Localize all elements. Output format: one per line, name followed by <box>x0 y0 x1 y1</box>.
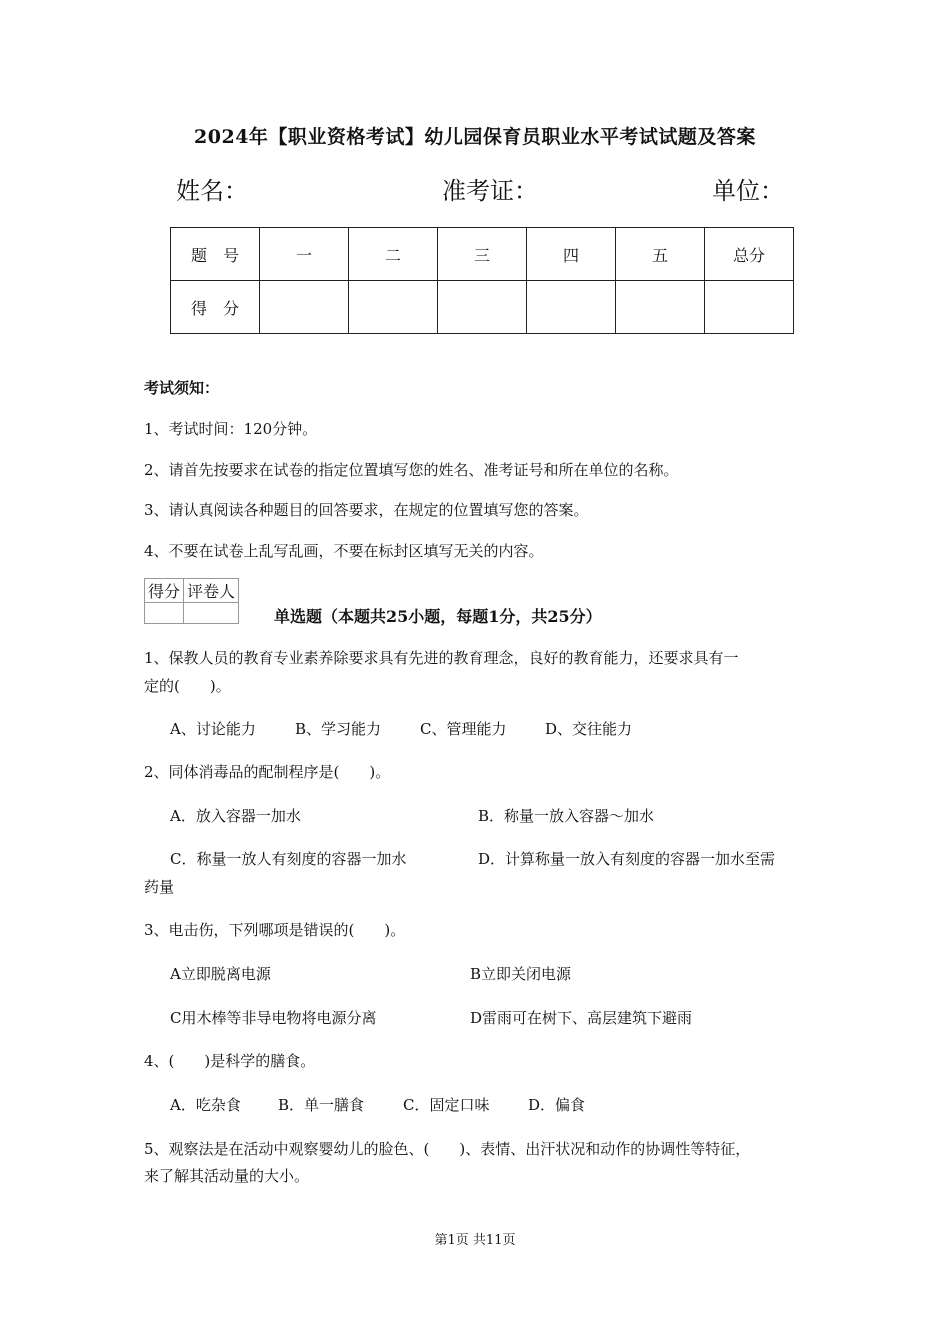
question-2-option-b: B．称量一放入容器～加水 <box>478 807 655 825</box>
question-1-option-b: B、学习能力 <box>295 720 382 738</box>
score-header-cell: 一 <box>260 228 349 281</box>
score-header-cell: 五 <box>616 228 705 281</box>
question-3-text: 3、电击伤，下列哪项是错误的( )。 <box>144 921 406 939</box>
grader-box <box>144 578 239 624</box>
question-1-option-c: C、管理能力 <box>420 720 507 738</box>
question-3-option-c: C用木棒等非导电物将电源分离 <box>170 1009 377 1027</box>
grader-reviewer-cell <box>184 603 239 624</box>
ticket-label: 准考证： <box>442 177 538 205</box>
score-cell <box>616 281 705 334</box>
notice-item: 4、不要在试卷上乱写乱画，不要在标封区填写无关的内容。 <box>144 542 544 560</box>
score-cell <box>349 281 438 334</box>
score-cell <box>260 281 349 334</box>
question-2-option-d: D．计算称量一放入有刻度的容器一加水至需 <box>478 850 776 868</box>
notice-item: 3、请认真阅读各种题目的回答要求，在规定的位置填写您的答案。 <box>144 501 589 519</box>
question-4-option-b: B．单一膳食 <box>278 1096 365 1114</box>
notice-item: 1、考试时间：120分钟。 <box>144 420 318 438</box>
page-footer: 第1页 共11页 <box>434 1233 516 1248</box>
score-header-cell: 二 <box>349 228 438 281</box>
score-header-cell: 四 <box>527 228 616 281</box>
score-row-label: 得 分 <box>171 281 260 334</box>
notice-item: 2、请首先按要求在试卷的指定位置填写您的姓名、准考证号和所在单位的名称。 <box>144 461 679 479</box>
question-5-text: 5、观察法是在活动中观察婴幼儿的脸色、( )、表情、出汗状况和动作的协调性等特征， <box>144 1140 751 1158</box>
name-label: 姓名： <box>176 177 248 205</box>
notice-heading: 考试须知： <box>144 379 220 397</box>
question-2-option-d-cont: 药量 <box>144 878 175 896</box>
document-title: 2024年【职业资格考试】幼儿园保育员职业水平考试试题及答案 <box>194 126 756 148</box>
section-title: 单选题（本题共25小题，每题1分，共25分） <box>274 607 602 626</box>
question-2-option-a: A．放入容器一加水 <box>170 807 301 825</box>
question-2-text: 2、同体消毒品的配制程序是( )。 <box>144 763 391 781</box>
question-4-option-c: C．固定口味 <box>403 1096 490 1114</box>
question-1-text-cont: 定的( )。 <box>144 677 231 695</box>
question-3-option-d: D雷雨可在树下、高层建筑下避雨 <box>470 1009 693 1027</box>
score-table-score-row <box>171 281 794 334</box>
score-header-cell: 题 号 <box>171 228 260 281</box>
score-cell <box>438 281 527 334</box>
score-table-header-row <box>171 228 794 281</box>
grader-score-label: 得分 <box>145 579 184 603</box>
question-4-text: 4、( )是科学的膳食。 <box>144 1052 316 1070</box>
question-4-option-a: A．吃杂食 <box>170 1096 241 1114</box>
score-table <box>170 227 794 334</box>
question-1-text: 1、保教人员的教育专业素养除要求具有先进的教育理念，良好的教育能力，还要求具有一 <box>144 649 739 667</box>
grader-reviewer-label: 评卷人 <box>184 579 239 603</box>
question-1-option-d: D、交往能力 <box>545 720 633 738</box>
question-2-option-c: C．称量一放人有刻度的容器一加水 <box>170 850 407 868</box>
score-cell <box>705 281 794 334</box>
grader-score-cell <box>145 603 184 624</box>
score-header-cell: 三 <box>438 228 527 281</box>
score-cell <box>527 281 616 334</box>
question-1-option-a: A、讨论能力 <box>170 720 256 738</box>
question-5-text-cont: 来了解其活动量的大小。 <box>144 1167 310 1185</box>
score-header-cell: 总分 <box>705 228 794 281</box>
question-3-option-a: A立即脱离电源 <box>170 965 271 983</box>
unit-label: 单位： <box>712 177 784 205</box>
question-4-option-d: D．偏食 <box>528 1096 586 1114</box>
question-3-option-b: B立即关闭电源 <box>470 965 572 983</box>
